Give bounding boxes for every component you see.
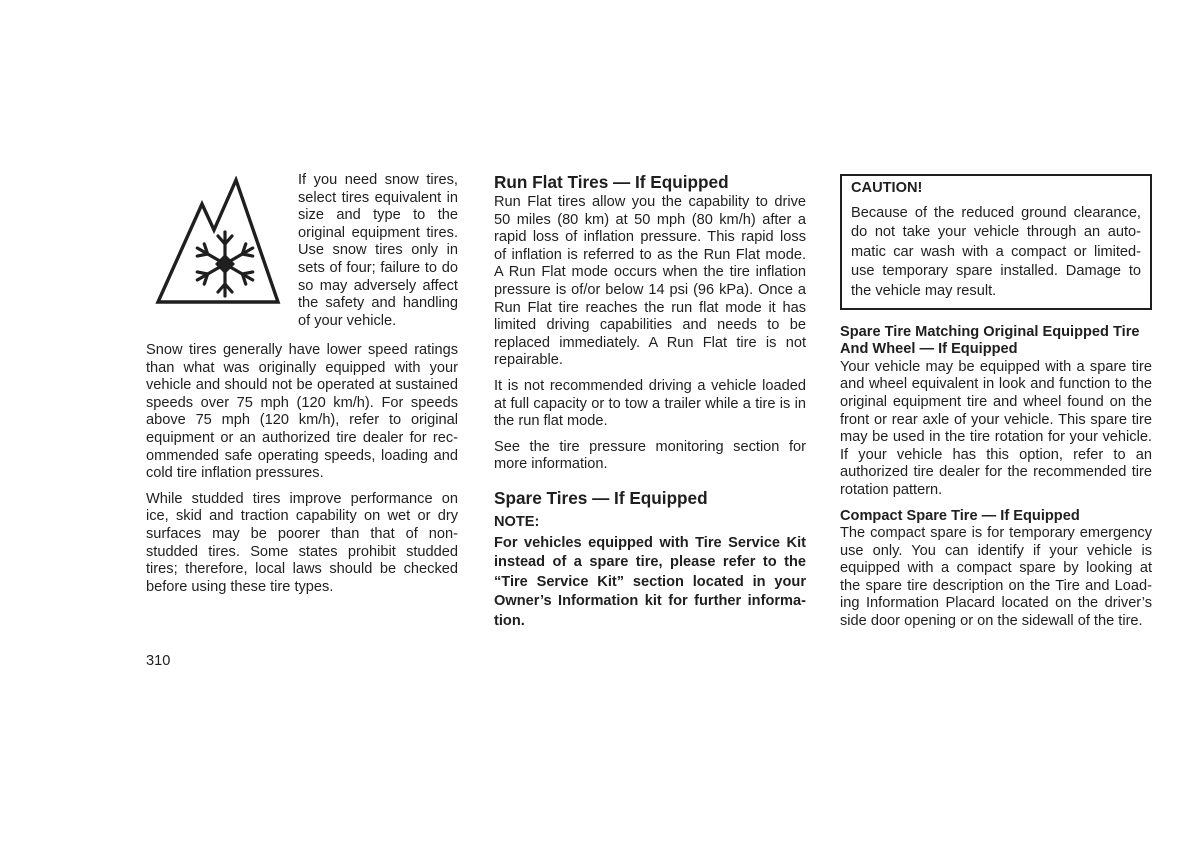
tire-pressure-reference-paragraph: See the tire pressure monitoring section for more information. <box>494 438 806 473</box>
run-flat-heading: Run Flat Tires — If Equipped <box>494 172 729 192</box>
caution-box <box>840 174 1152 310</box>
column-left <box>146 172 458 604</box>
column-middle <box>494 172 806 631</box>
matching-spare-heading: Spare Tire Matching Original Equipped Tire And Wheel — If Equipped <box>840 323 1140 358</box>
snow-tire-block <box>146 172 458 338</box>
caution-body: Because of the reduced ground clearance, do not take your vehicle through an auto-matic car wash with a compact or limited-use temporary spare installed. Damage to the vehicle may result. <box>851 204 1141 299</box>
note-title: NOTE: <box>494 513 540 530</box>
note-body: For vehicles equipped with Tire Service Kit instead of a spare tire, please refer to the “Tire Service Kit” section located in your Owner’s Information kit for further informa-tion. <box>494 534 806 629</box>
matching-spare-paragraph: Your vehicle may be equipped with a spare tire and wheel equivalent in look and function to the original equipment tire and wheel found on the front or rear axle of your vehicle. This spare tire may be used in the tire rotation for your vehicle. If your vehicle has this option, refer to an authorized tire dealer for the recommended tire rotation pattern. <box>840 358 1152 498</box>
column-right <box>840 174 1152 639</box>
snow-speed-ratings-paragraph: Snow tires generally have lower speed ratings than what was originally equipped with your vehicle and should not be operated at sustained speeds over 75 mph (120 km/h). For speeds above 75 mph (120 km/h), refer to original equipment or an authorized tire dealer for rec-ommended safe operating speeds, loading and cold tire inflation pressures. <box>146 342 458 482</box>
compact-spare-paragraph: The compact spare is for temporary emergency use only. You can identify if your vehicle is equipped with a compact spare by looking at the spare tire description on the Tire and Load-ing Information Placard located on the driver’s side door opening or on the sidewall of the tire. <box>840 525 1152 630</box>
caution-title: CAUTION! <box>851 180 923 196</box>
run-flat-towing-paragraph: It is not recommended driving a vehicle loaded at full capacity or to tow a trailer while a tire is in the run flat mode. <box>494 377 806 430</box>
page-number: 310 <box>146 653 171 669</box>
three-peak-mountain-snowflake-icon <box>152 176 284 308</box>
run-flat-paragraph: Run Flat tires allow you the capability to drive 50 miles (80 km) at 50 mph (80 km/h) after a rapid loss of inflation pressure. This rapid loss of inflation is referred to as the Run Flat mode. A Run Flat mode occurs when the tire inflation pressure is of/or below 14 psi (96 kPa). Once a Run Flat tire reaches the run flat mode it has limited driving capabilities and needs to be replaced immediately. A Run Flat tire is not repairable. <box>494 194 806 369</box>
snow-tire-intro-text: If you need snow tires, select tires equivalent in size and type to the original equipment tires. Use snow tires only in sets of four; failure to do so may adversely affect the safety and handling of your vehicle. <box>298 172 458 329</box>
spare-tires-heading: Spare Tires — If Equipped <box>494 487 708 508</box>
compact-spare-heading: Compact Spare Tire — If Equipped <box>840 507 1080 524</box>
studded-tires-paragraph: While studded tires improve performance on ice, skid and traction capability on wet or dry surfaces may be poorer than that of non-studded tires. Some states prohibit studded tires; therefore, local laws should be checked before using these tire types. <box>146 490 458 595</box>
